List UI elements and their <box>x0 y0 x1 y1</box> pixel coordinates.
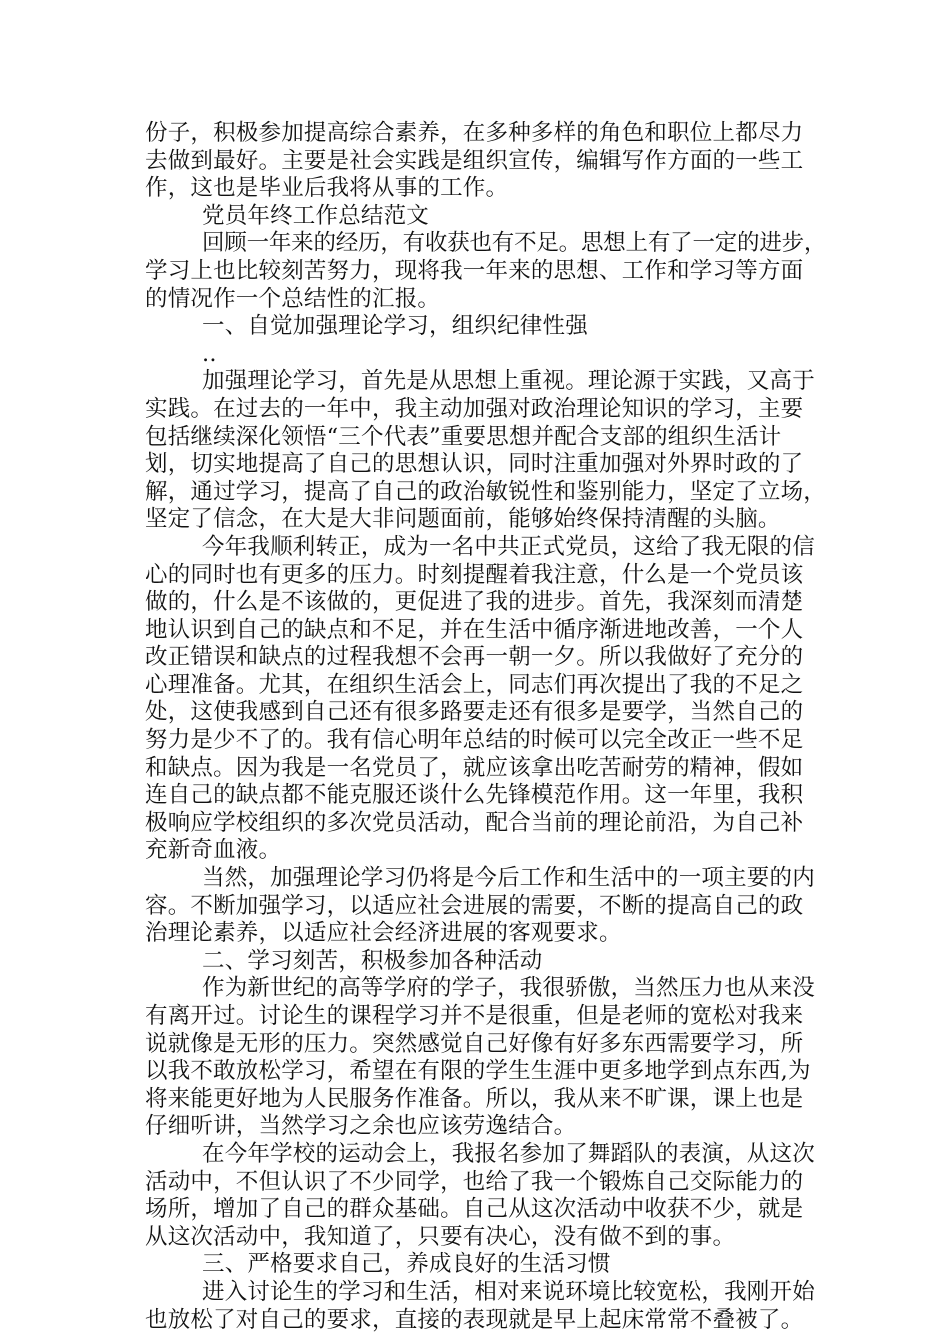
text-line: 解，通过学习，提高了自己的政治敏锐性和鉴别能力，坚定了立场， <box>145 478 827 505</box>
text-line: 也放松了对自己的要求，直接的表现就是早上起床常常不叠被了。 <box>145 1306 804 1333</box>
text-line: 坚定了信念，在大是大非问题面前，能够始终保持清醒的头脑。 <box>145 506 781 533</box>
text-line: 努力是少不了的。我有信心明年总结的时候可以完全改正一些不足 <box>145 727 804 754</box>
text-line: 和缺点。因为我是一名党员了，就应该拿出吃苦耐劳的精神，假如 <box>145 754 804 781</box>
text-line: 作，这也是毕业后我将从事的工作。 <box>145 175 509 202</box>
text-line: 有离开过。讨论生的课程学习并不是很重，但是老师的宽松对我来 <box>145 1003 804 1029</box>
text-line: 充新奇血液。 <box>145 837 282 864</box>
document-body <box>145 120 827 1334</box>
text-line: 做的，什么是不该做的，更促进了我的进步。首先，我深刻而清楚 <box>145 589 804 616</box>
text-line: 地认识到自己的缺点和不足，并在生活中循序渐进地改善，一个人 <box>145 616 804 643</box>
text-line: .. <box>202 340 217 367</box>
text-line: 的情况作一个总结性的汇报。 <box>145 285 441 312</box>
text-line: 党员年终工作总结范文 <box>202 202 430 229</box>
text-line: 治理论素养，以适应社会经济进展的客观要求。 <box>145 920 622 947</box>
text-line: 处，这使我感到自己还有很多路要走还有很多是要学，当然自己的 <box>145 699 804 726</box>
text-line: 实践。在过去的一年中，我主动加强对政治理论知识的学习，主要 <box>145 395 804 422</box>
text-line: 一、自觉加强理论学习，组织纪律性强 <box>202 313 588 340</box>
text-line: 三、严格要求自己，养成良好的生活习惯 <box>202 1251 611 1278</box>
text-line: 心的同时也有更多的压力。时刻提醒着我注意，什么是一个党员该 <box>145 561 804 588</box>
text-line: 仔细听讲，当然学习之余也应该劳逸结合。 <box>145 1113 577 1140</box>
text-line: 以我不敢放松学习，希望在有限的学生生涯中更多地学到点东西,为 <box>145 1058 811 1085</box>
text-line: 学习上也比较刻苦努力，现将我一年来的思想、工作和学习等方面 <box>145 257 804 284</box>
text-line: 作为新世纪的高等学府的学子，我很骄傲，当然压力也从来没 <box>202 975 815 1002</box>
text-line: 心理准备。尤其，在组织生活会上，同志们再次提出了我的不足之 <box>145 671 804 698</box>
text-line: 连自己的缺点都不能克服还谈什么先锋模范作用。这一年里，我积 <box>145 782 804 809</box>
text-line: 划，切实地提高了自己的思想认识，同时注重加强对外界时政的了 <box>145 451 804 478</box>
text-line: 说就像是无形的压力。突然感觉自己好像有好多东西需要学习，所 <box>145 1030 804 1057</box>
text-line: 包括继续深化领悟“三个代表”重要思想并配合支部的组织生活计 <box>145 423 782 450</box>
text-line: 去做到最好。主要是社会实践是组织宣传，编辑写作方面的一些工 <box>145 147 804 174</box>
text-line: 在今年学校的运动会上，我报名参加了舞蹈队的表演，从这次 <box>202 1140 815 1167</box>
text-line: 当然，加强理论学习仍将是今后工作和生活中的一项主要的内 <box>202 865 815 892</box>
text-line: 容。不断加强学习，以适应社会进展的需要，不断的提高自己的政 <box>145 892 804 919</box>
text-line: 进入讨论生的学习和生活，相对来说环境比较宽松，我刚开始 <box>202 1278 815 1305</box>
text-line: 份子，积极参加提高综合素养，在多种多样的角色和职位上都尽力 <box>145 120 804 146</box>
text-line: 将来能更好地为人民服务作准备。所以，我从来不旷课，课上也是 <box>145 1085 804 1112</box>
text-line: 场所，增加了自己的群众基础。自己从这次活动中收获不少，就是 <box>145 1196 804 1223</box>
text-line: 从这次活动中，我知道了，只要有决心，没有做不到的事。 <box>145 1223 736 1250</box>
text-line: 加强理论学习，首先是从思想上重视。理论源于实践，又高于 <box>202 368 815 395</box>
text-line: 二、学习刻苦，积极参加各种活动 <box>202 947 543 974</box>
text-line: 活动中，不但认识了不少同学，也给了我一个锻炼自己交际能力的 <box>145 1168 804 1195</box>
text-line: 改正错误和缺点的过程我想不会再一朝一夕。所以我做好了充分的 <box>145 644 804 671</box>
text-line: 回顾一年来的经历，有收获也有不足。思想上有了一定的进步， <box>202 230 827 257</box>
text-line: 极响应学校组织的多次党员活动，配合当前的理论前沿，为自己补 <box>145 809 804 836</box>
text-line: 今年我顺利转正，成为一名中共正式党员，这给了我无限的信 <box>202 533 815 560</box>
